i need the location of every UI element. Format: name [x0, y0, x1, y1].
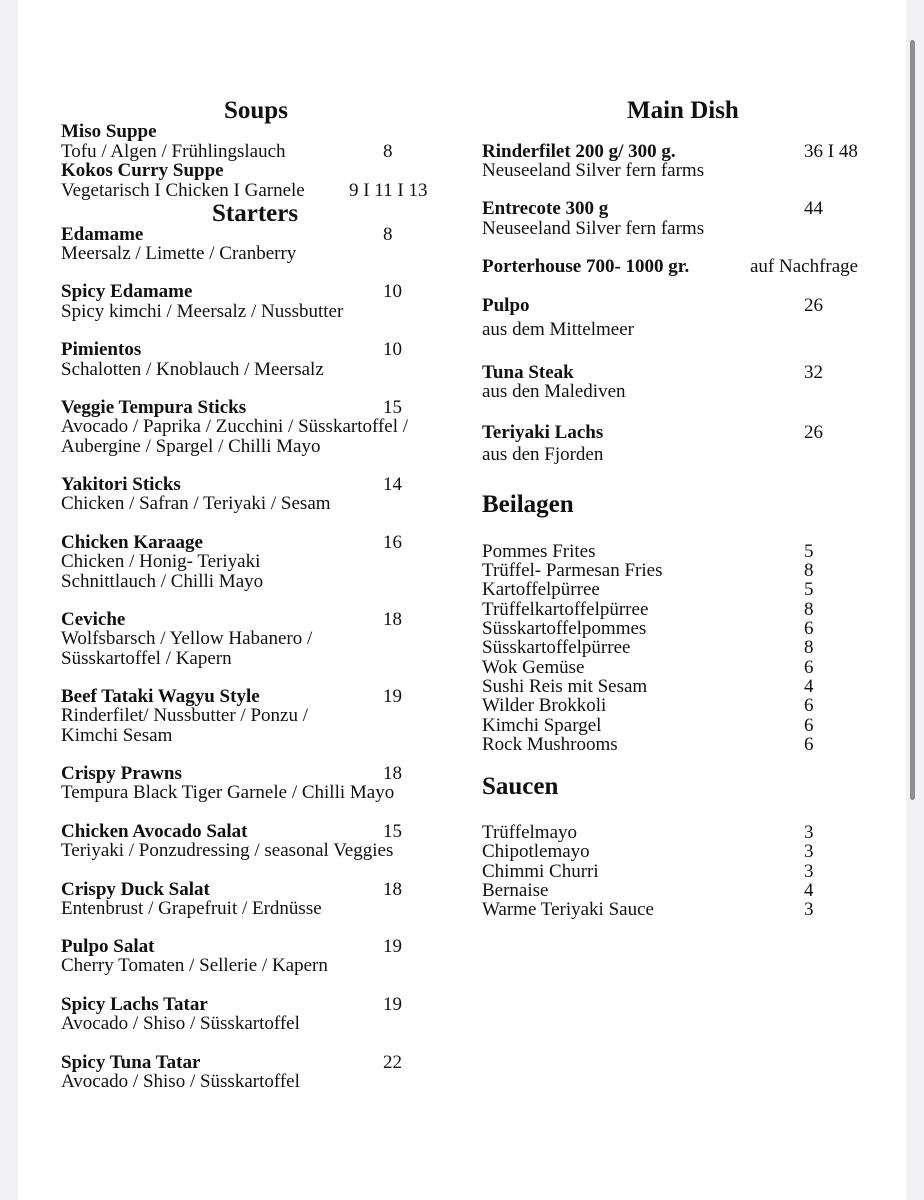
- sauce-price: 3: [804, 841, 814, 862]
- starter-price: 18: [383, 879, 402, 900]
- starter-desc: Teriyaki / Ponzudressing / seasonal Veggies: [61, 840, 394, 861]
- main-dish-desc: aus den Fjorden: [482, 444, 604, 465]
- main-dish-heading: Main Dish: [627, 97, 739, 124]
- main-dish-price: auf Nachfrage: [750, 256, 859, 277]
- main-dish-price: 36 I 48: [804, 141, 858, 162]
- starter-desc: Avocado / Paprika / Zucchini / Süsskartoffel /: [61, 416, 409, 437]
- soup-name: Kokos Curry Suppe: [61, 160, 224, 181]
- starter-desc: Cherry Tomaten / Sellerie / Kapern: [61, 955, 328, 976]
- main-dish-desc: Neuseeland Silver fern farms: [482, 160, 705, 181]
- starter-name: Beef Tataki Wagyu Style: [61, 686, 260, 707]
- beilage-price: 8: [804, 637, 814, 658]
- starters-heading: Starters: [212, 200, 299, 227]
- beilage-name: Trüffelkartoffelpürree: [482, 599, 649, 620]
- starter-desc: Meersalz / Limette / Cranberry: [61, 243, 297, 264]
- starter-name: Spicy Tuna Tatar: [61, 1052, 201, 1073]
- sauce-name: Warme Teriyaki Sauce: [482, 899, 654, 920]
- starter-desc: Tempura Black Tiger Garnele / Chilli Mayo: [61, 782, 395, 803]
- starter-desc: Rinderfilet/ Nussbutter / Ponzu /: [61, 705, 308, 726]
- sauce-name: Trüffelmayo: [482, 822, 577, 843]
- starter-price: 14: [383, 474, 402, 495]
- starter-desc: Avocado / Shiso / Süsskartoffel: [61, 1013, 300, 1034]
- main-dish-name: Entrecote 300 g: [482, 198, 609, 219]
- starter-desc: Avocado / Shiso / Süsskartoffel: [61, 1071, 300, 1092]
- starter-desc: Schnittlauch / Chilli Mayo: [61, 571, 264, 592]
- starter-price: 18: [383, 609, 402, 630]
- beilage-price: 6: [804, 618, 814, 639]
- sauce-name: Chipotlemayo: [482, 841, 590, 862]
- starter-name: Crispy Duck Salat: [61, 879, 210, 900]
- starter-name: Spicy Lachs Tatar: [61, 994, 208, 1015]
- starter-price: 19: [383, 936, 402, 957]
- beilage-price: 6: [804, 657, 814, 678]
- starter-price: 15: [383, 397, 402, 418]
- beilage-name: Wok Gemüse: [482, 657, 585, 678]
- starter-desc: Spicy kimchi / Meersalz / Nussbutter: [61, 301, 344, 322]
- main-dish-name: Pulpo: [482, 295, 530, 316]
- soups-heading: Soups: [224, 97, 288, 124]
- starter-desc: Chicken / Honig- Teriyaki: [61, 551, 261, 572]
- beilage-price: 6: [804, 715, 814, 736]
- starter-name: Chicken Karaage: [61, 532, 203, 553]
- sauce-price: 3: [804, 861, 814, 882]
- starter-name: Pimientos: [61, 339, 142, 360]
- beilage-name: Kartoffelpürree: [482, 579, 600, 600]
- main-dish-name: Teriyaki Lachs: [482, 422, 604, 443]
- starter-price: 10: [383, 281, 402, 302]
- soup-desc: Tofu / Algen / Frühlingslauch: [61, 141, 286, 162]
- main-dish-price: 26: [804, 295, 823, 316]
- starter-price: 15: [383, 821, 402, 842]
- soup-name: Miso Suppe: [61, 121, 157, 142]
- starter-price: 19: [383, 686, 402, 707]
- main-dish-price: 26: [804, 422, 823, 443]
- sauce-name: Chimmi Churri: [482, 861, 599, 882]
- beilage-name: Wilder Brokkoli: [482, 695, 607, 716]
- starter-price: 18: [383, 763, 402, 784]
- beilage-price: 5: [804, 541, 814, 562]
- starter-name: Yakitori Sticks: [61, 474, 181, 495]
- starter-desc: Schalotten / Knoblauch / Meersalz: [61, 359, 324, 380]
- starter-name: Chicken Avocado Salat: [61, 821, 248, 842]
- beilage-price: 8: [804, 599, 814, 620]
- sauce-price: 3: [804, 899, 814, 920]
- sauce-name: Bernaise: [482, 880, 549, 901]
- beilage-name: Sushi Reis mit Sesam: [482, 676, 648, 697]
- beilage-name: Süsskartoffelpommes: [482, 618, 647, 639]
- starter-desc: Chicken / Safran / Teriyaki / Sesam: [61, 493, 331, 514]
- soup-price: 9 I 11 I 13: [349, 180, 428, 201]
- main-dish-desc: aus den Malediven: [482, 381, 626, 402]
- starter-desc: Wolfsbarsch / Yellow Habanero /: [61, 628, 313, 649]
- starter-desc: Aubergine / Spargel / Chilli Mayo: [61, 436, 321, 457]
- menu-page: [18, 0, 906, 1200]
- main-dish-name: Porterhouse 700- 1000 gr.: [482, 256, 690, 277]
- starter-desc: Süsskartoffel / Kapern: [61, 648, 232, 669]
- saucen-heading: Saucen: [482, 773, 559, 800]
- sauce-price: 3: [804, 822, 814, 843]
- main-dish-desc: Neuseeland Silver fern farms: [482, 218, 705, 239]
- beilage-price: 8: [804, 560, 814, 581]
- beilage-name: Pommes Frites: [482, 541, 596, 562]
- main-dish-desc: aus dem Mittelmeer: [482, 319, 634, 340]
- starter-price: 16: [383, 532, 402, 553]
- starter-name: Ceviche: [61, 609, 126, 630]
- beilage-price: 5: [804, 579, 814, 600]
- starter-name: Pulpo Salat: [61, 936, 155, 957]
- starter-desc: Entenbrust / Grapefruit / Erdnüsse: [61, 898, 322, 919]
- beilage-price: 4: [804, 676, 814, 697]
- main-dish-name: Tuna Steak: [482, 362, 574, 383]
- starter-name: Edamame: [61, 224, 144, 245]
- soup-price: 8: [383, 141, 393, 162]
- sauce-price: 4: [804, 880, 814, 901]
- beilage-price: 6: [804, 695, 814, 716]
- starter-name: Spicy Edamame: [61, 281, 193, 302]
- main-dish-name: Rinderfilet 200 g/ 300 g.: [482, 141, 676, 162]
- main-dish-price: 44: [804, 198, 823, 219]
- beilage-name: Rock Mushrooms: [482, 734, 618, 755]
- beilage-name: Kimchi Spargel: [482, 715, 602, 736]
- beilage-price: 6: [804, 734, 814, 755]
- starter-desc: Kimchi Sesam: [61, 725, 173, 746]
- main-dish-price: 32: [804, 362, 823, 383]
- starter-price: 19: [383, 994, 402, 1015]
- soup-desc: Vegetarisch I Chicken I Garnele: [61, 180, 305, 201]
- starter-name: Veggie Tempura Sticks: [61, 397, 247, 418]
- starter-price: 22: [383, 1052, 402, 1073]
- starter-price: 10: [383, 339, 402, 360]
- beilage-name: Süsskartoffelpürree: [482, 637, 631, 658]
- starter-name: Crispy Prawns: [61, 763, 182, 784]
- beilage-name: Trüffel- Parmesan Fries: [482, 560, 663, 581]
- beilagen-heading: Beilagen: [482, 491, 574, 518]
- starter-price: 8: [383, 224, 393, 245]
- vertical-scrollbar[interactable]: [910, 40, 915, 800]
